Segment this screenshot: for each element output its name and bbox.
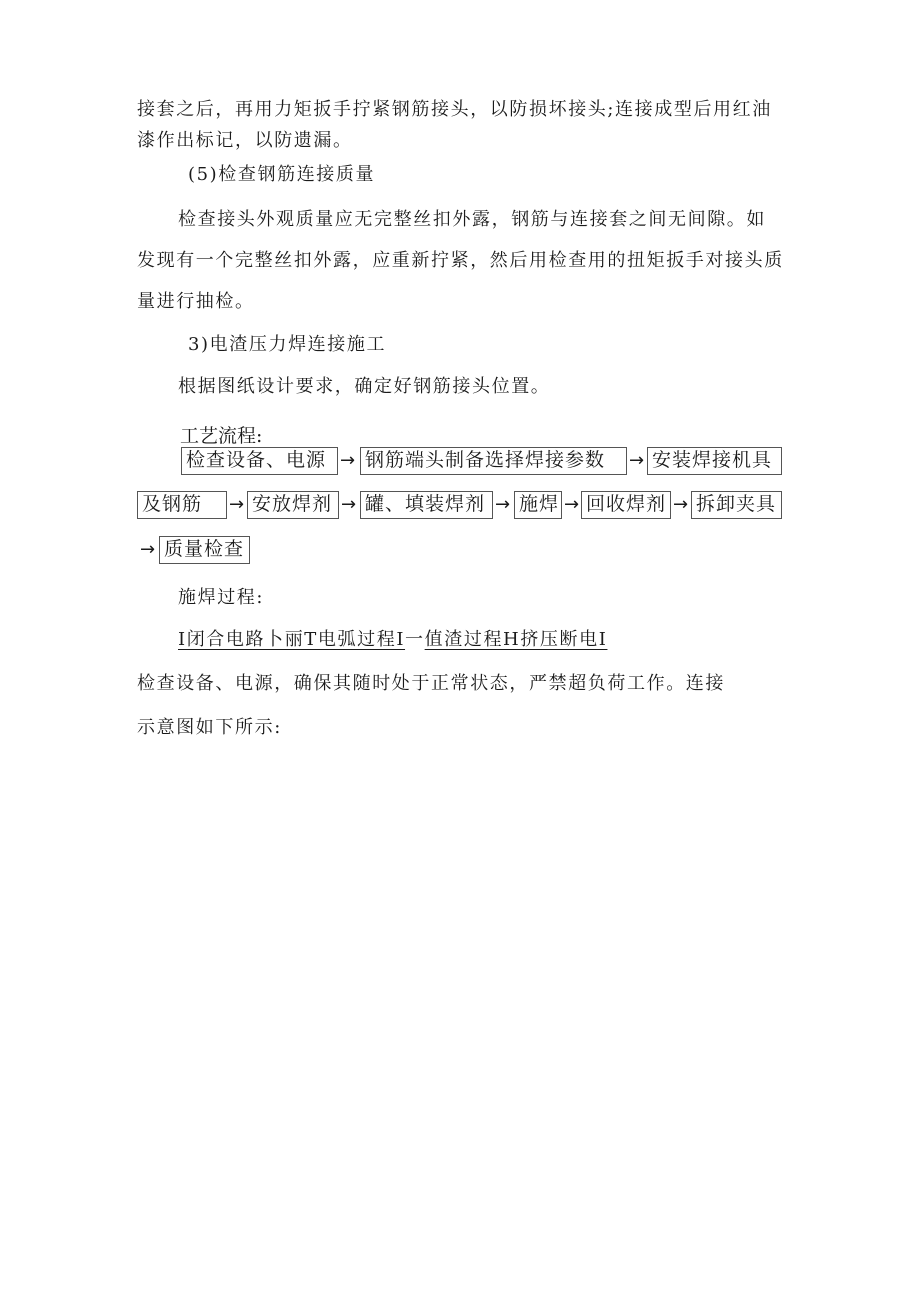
paragraph-line: 发现有一个完整丝扣外露，应重新拧紧，然后用检查用的扭矩扳手对接头质	[137, 250, 784, 271]
flow-arrow-icon: →	[629, 450, 645, 471]
weld-sequence-dash: 一	[405, 629, 425, 650]
flow-arrow-icon: →	[673, 494, 689, 515]
flow-step-check-equipment: 检查设备、电源	[181, 447, 338, 475]
paragraph-line: 漆作出标记，以防遗漏。	[137, 130, 353, 151]
paragraph-line: 检查接头外观质量应无完整丝扣外露，钢筋与连接套之间无间隙。如	[178, 209, 766, 230]
flow-step-and-rebar: 及钢筋	[137, 491, 227, 519]
paragraph-line: 检查设备、电源，确保其随时处于正常状态，严禁超负荷工作。连接	[137, 673, 725, 694]
flow-step-remove-clamp: 拆卸夹具	[691, 491, 782, 519]
flow-step-weld: 施焊	[514, 491, 562, 519]
flow-step-quality-check: 质量检查	[159, 536, 250, 564]
section-heading: 3)电渣压力焊连接施工	[188, 334, 387, 355]
flow-arrow-icon: →	[229, 494, 245, 515]
weld-sequence-part: 值渣过程H挤压断电I	[424, 629, 608, 650]
flow-step-install-tools: 安装焊接机具	[647, 447, 782, 475]
weld-sequence	[178, 629, 607, 651]
flow-title: 工艺流程:	[180, 425, 263, 447]
flow-arrow-icon: →	[495, 494, 511, 515]
flow-step-prepare-ends: 钢筋端头制备选择焊接参数	[360, 447, 627, 475]
paragraph-line: 根据图纸设计要求，确定好钢筋接头位置。	[178, 376, 551, 397]
paragraph-line: 接套之后，再用力矩扳手拧紧钢筋接头，以防损坏接头;连接成型后用红油	[137, 99, 772, 120]
paragraph-line: 示意图如下所示:	[137, 717, 282, 738]
flow-step-place-flux: 安放焊剂	[247, 491, 339, 519]
weld-title: 施焊过程:	[178, 587, 265, 608]
section-heading: (5)检查钢筋连接质量	[188, 164, 376, 185]
paragraph-line: 量进行抽检。	[137, 291, 255, 312]
flow-arrow-icon: →	[140, 539, 156, 560]
weld-sequence-part: I闭合电路卜丽T电弧过程I	[178, 629, 406, 650]
flow-step-fill-flux: 罐、填装焊剂	[360, 491, 493, 519]
flow-step-recover-flux: 回收焊剂	[581, 491, 671, 519]
flow-arrow-icon: →	[564, 494, 580, 515]
flow-arrow-icon: →	[340, 450, 356, 471]
flow-arrow-icon: →	[341, 494, 357, 515]
